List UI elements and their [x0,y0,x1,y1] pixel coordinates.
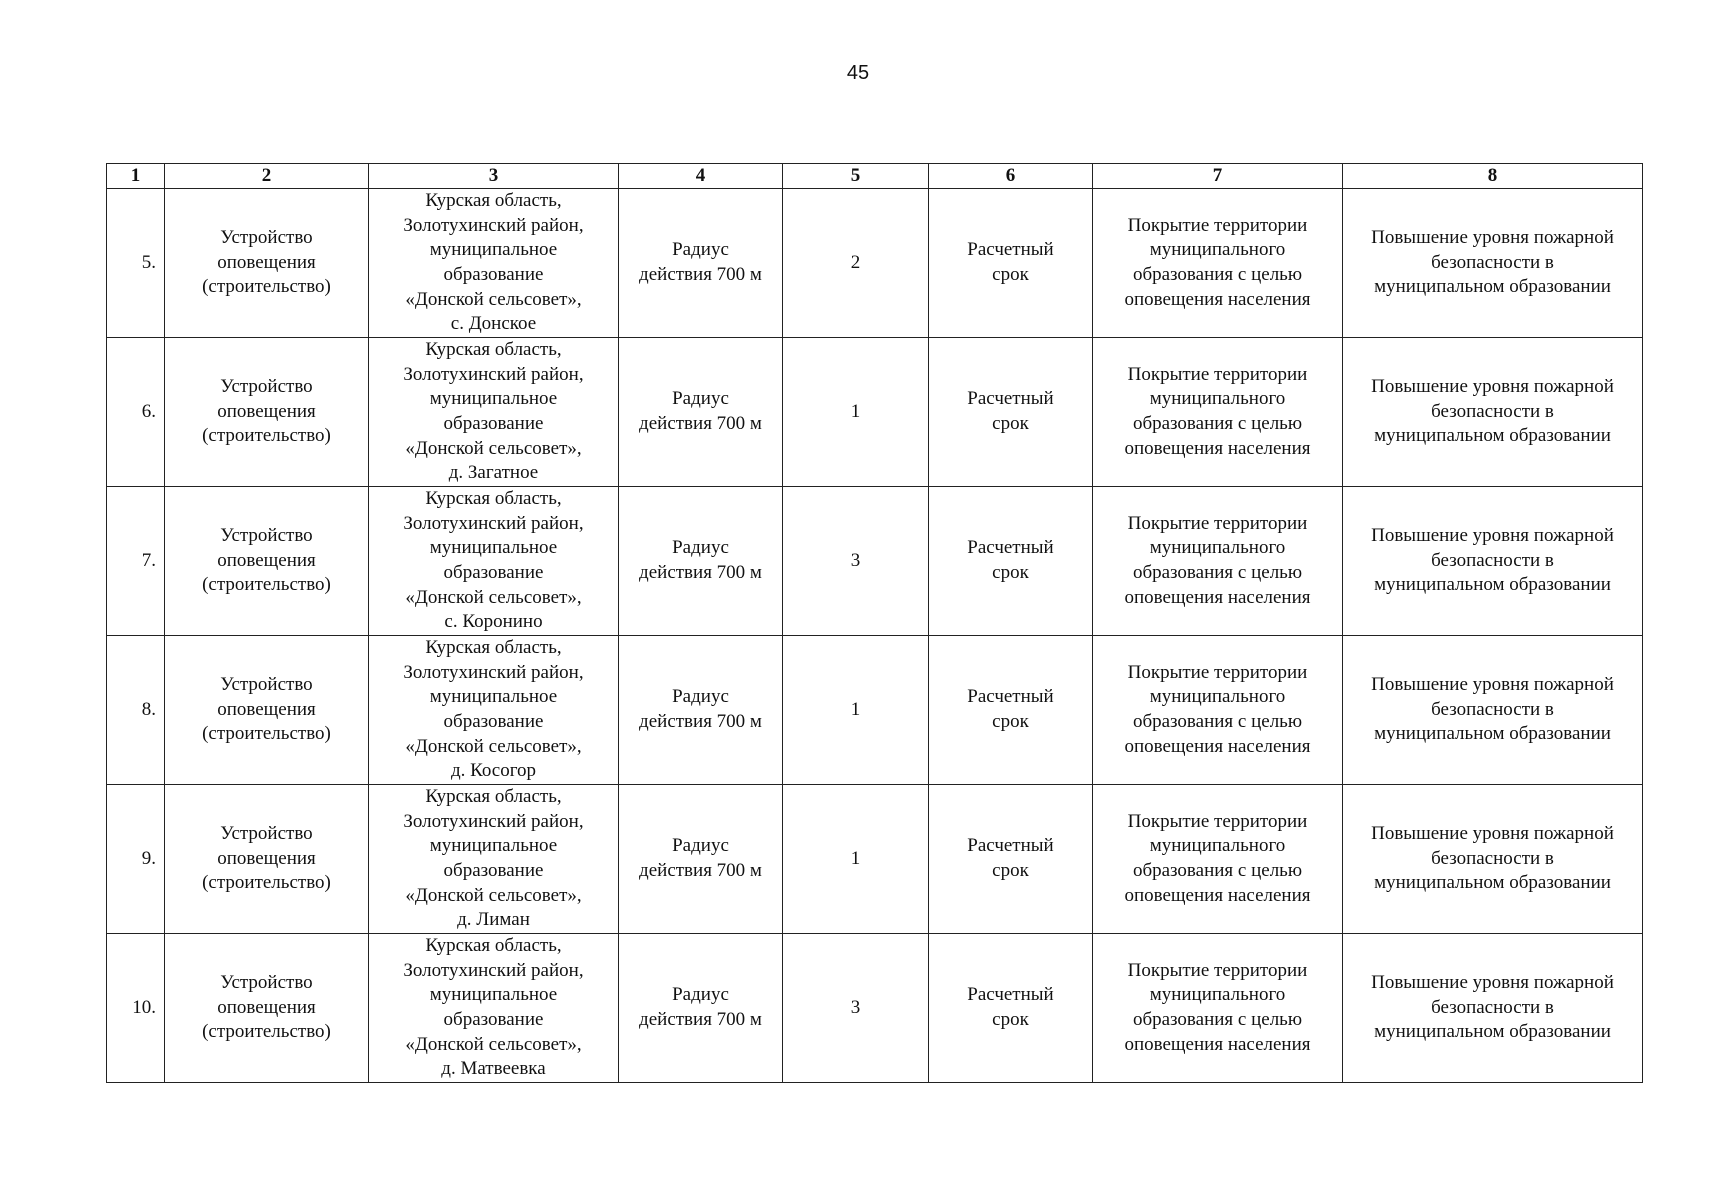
object-cell [165,338,369,487]
table-row [107,189,1643,338]
cell-line: срок [992,860,1029,881]
cell-line: Покрытие территории [1127,214,1308,236]
column-header: 2 [165,164,369,189]
cell-line: Повышение уровня пожарной [1371,227,1614,249]
cell-line: Расчетный [967,686,1054,708]
term-cell [929,636,1093,785]
purpose-cell [1093,189,1343,338]
object-cell [165,785,369,934]
cell-line: Курская область, [425,637,562,659]
cell-line: безопасности в [1431,698,1554,720]
cell-line: «Донской сельсовет», [405,586,582,608]
table-body [107,189,1643,1083]
column-header: 1 [107,164,165,189]
purpose-cell [1093,785,1343,934]
cell-line: Золотухинский район, [403,214,584,236]
cell-line: действия 700 м [639,562,762,583]
cell-line: Курская область, [425,786,562,808]
cell-line: муниципальном образовании [1374,425,1611,447]
quantity-cell: 1 [783,338,929,487]
cell-line: оповещения населения [1124,586,1311,608]
cell-line: Повышение уровня пожарной [1371,972,1614,994]
term-cell [929,189,1093,338]
quantity-cell: 1 [783,785,929,934]
row-number-cell: 10. [107,934,165,1083]
cell-line: Повышение уровня пожарной [1371,823,1614,845]
cell-line: (строительство) [202,1021,331,1043]
characteristics-cell [619,189,783,338]
cell-line: оповещения [217,400,316,422]
cell-line: Расчетный [967,239,1054,261]
column-header: 3 [369,164,619,189]
table-row [107,934,1643,1083]
cell-line: муниципальное [429,835,558,857]
row-number-cell: 7. [107,487,165,636]
cell-line: Устройство [220,823,313,845]
term-cell [929,487,1093,636]
cell-line: Устройство [220,525,313,547]
quantity-cell: 3 [783,934,929,1083]
cell-line: муниципальное [429,537,558,559]
cell-line: оповещения населения [1124,437,1311,459]
cell-line: Золотухинский район, [403,363,584,385]
row-number-cell: 9. [107,785,165,934]
column-header: 5 [783,164,929,189]
table-row [107,785,1643,934]
cell-line: безопасности в [1431,400,1554,422]
cell-line: образования с целью [1132,562,1303,583]
location-cell [369,487,619,636]
cell-line: Повышение уровня пожарной [1371,674,1614,696]
cell-line: Радиус [672,984,729,1006]
purpose-cell [1093,934,1343,1083]
cell-line: срок [992,264,1029,285]
cell-line: действия 700 м [639,1009,762,1030]
cell-line: безопасности в [1431,847,1554,869]
cell-line: безопасности в [1431,996,1554,1018]
term-cell [929,785,1093,934]
result-cell [1343,487,1643,636]
cell-line: Курская область, [425,935,562,957]
location-cell [369,636,619,785]
cell-line: образование [443,711,544,732]
cell-line: образование [443,264,544,285]
cell-line: д. Загатное [448,462,539,484]
cell-line: оповещения [217,847,316,869]
cell-line: Устройство [220,376,313,398]
purpose-cell [1093,487,1343,636]
object-cell [165,934,369,1083]
cell-line: образование [443,562,544,583]
cell-line: Устройство [220,227,313,249]
cell-line: муниципальное [429,686,558,708]
cell-line: муниципальное [429,984,558,1006]
quantity-cell: 2 [783,189,929,338]
cell-line: Радиус [672,388,729,410]
header-row [107,164,1643,189]
cell-line: образования с целью [1132,264,1303,285]
cell-line: Повышение уровня пожарной [1371,525,1614,547]
cell-line: «Донской сельсовет», [405,288,582,310]
cell-line: оповещения населения [1124,1033,1311,1055]
characteristics-cell [619,487,783,636]
term-cell [929,338,1093,487]
cell-line: действия 700 м [639,860,762,881]
cell-line: Покрытие территории [1127,810,1308,832]
cell-line: с. Коронино [444,611,543,633]
cell-line: образования с целью [1132,413,1303,434]
cell-line: образование [443,1009,544,1030]
cell-line: муниципального [1149,835,1286,857]
cell-line: муниципального [1149,388,1286,410]
cell-line: «Донской сельсовет», [405,884,582,906]
cell-line: Покрытие территории [1127,661,1308,683]
cell-line: Золотухинский район, [403,810,584,832]
cell-line: Расчетный [967,388,1054,410]
row-number-cell: 6. [107,338,165,487]
cell-line: муниципальном образовании [1374,723,1611,745]
location-cell [369,785,619,934]
cell-line: «Донской сельсовет», [405,1033,582,1055]
cell-line: Курская область, [425,190,562,212]
cell-line: Расчетный [967,537,1054,559]
cell-line: образования с целью [1132,711,1303,732]
cell-line: «Донской сельсовет», [405,735,582,757]
purpose-cell [1093,338,1343,487]
cell-line: действия 700 м [639,413,762,434]
cell-line: безопасности в [1431,251,1554,273]
cell-line: д. Косогор [450,760,537,782]
cell-line: оповещения населения [1124,884,1311,906]
cell-line: Покрытие территории [1127,512,1308,534]
cell-line: Радиус [672,537,729,559]
quantity-cell: 1 [783,636,929,785]
column-header: 6 [929,164,1093,189]
cell-line: срок [992,562,1029,583]
cell-line: д. Матвеевка [441,1058,546,1080]
cell-line: безопасности в [1431,549,1554,571]
cell-line: Золотухинский район, [403,512,584,534]
object-cell [165,189,369,338]
row-number-cell: 8. [107,636,165,785]
cell-line: Покрытие территории [1127,959,1308,981]
result-cell [1343,636,1643,785]
cell-line: Покрытие территории [1127,363,1308,385]
cell-line: Радиус [672,239,729,261]
cell-line: Повышение уровня пожарной [1371,376,1614,398]
cell-line: оповещения [217,251,316,273]
cell-line: (строительство) [202,425,331,447]
cell-line: (строительство) [202,872,331,894]
result-cell [1343,785,1643,934]
object-cell [165,636,369,785]
cell-line: муниципального [1149,239,1286,261]
cell-line: оповещения населения [1124,735,1311,757]
column-header: 8 [1343,164,1643,189]
cell-line: Курская область, [425,339,562,361]
result-cell [1343,934,1643,1083]
cell-line: муниципальном образовании [1374,872,1611,894]
purpose-cell [1093,636,1343,785]
cell-line: муниципальное [429,239,558,261]
cell-line: образования с целью [1132,1009,1303,1030]
cell-line: оповещения населения [1124,288,1311,310]
cell-line: действия 700 м [639,264,762,285]
object-cell [165,487,369,636]
cell-line: (строительство) [202,723,331,745]
cell-line: Курская область, [425,488,562,510]
page-number: 45 [846,62,870,84]
characteristics-cell [619,785,783,934]
location-cell [369,338,619,487]
cell-line: муниципальном образовании [1374,1021,1611,1043]
quantity-cell: 3 [783,487,929,636]
cell-line: Устройство [220,972,313,994]
cell-line: Радиус [672,686,729,708]
cell-line: Золотухинский район, [403,661,584,683]
cell-line: муниципальном образовании [1374,276,1611,298]
table-row [107,487,1643,636]
cell-line: Устройство [220,674,313,696]
cell-line: оповещения [217,996,316,1018]
cell-line: муниципального [1149,686,1286,708]
cell-line: оповещения [217,549,316,571]
cell-line: (строительство) [202,276,331,298]
table-row [107,338,1643,487]
measures-table-container [106,163,1642,1083]
cell-line: муниципальном образовании [1374,574,1611,596]
term-cell [929,934,1093,1083]
cell-line: Расчетный [967,835,1054,857]
characteristics-cell [619,636,783,785]
cell-line: образование [443,413,544,434]
cell-line: образование [443,860,544,881]
cell-line: срок [992,1009,1029,1030]
location-cell [369,934,619,1083]
measures-table [106,163,1643,1083]
column-header: 4 [619,164,783,189]
cell-line: действия 700 м [639,711,762,732]
cell-line: «Донской сельсовет», [405,437,582,459]
location-cell [369,189,619,338]
cell-line: муниципального [1149,537,1286,559]
cell-line: срок [992,711,1029,732]
cell-line: Расчетный [967,984,1054,1006]
cell-line: (строительство) [202,574,331,596]
row-number-cell: 5. [107,189,165,338]
cell-line: д. Лиман [457,909,530,931]
cell-line: муниципальное [429,388,558,410]
cell-line: Радиус [672,835,729,857]
result-cell [1343,338,1643,487]
result-cell [1343,189,1643,338]
column-header: 7 [1093,164,1343,189]
characteristics-cell [619,338,783,487]
cell-line: Золотухинский район, [403,959,584,981]
cell-line: с. Донское [450,313,537,335]
cell-line: образования с целью [1132,860,1303,881]
characteristics-cell [619,934,783,1083]
cell-line: оповещения [217,698,316,720]
cell-line: срок [992,413,1029,434]
table-row [107,636,1643,785]
cell-line: муниципального [1149,984,1286,1006]
